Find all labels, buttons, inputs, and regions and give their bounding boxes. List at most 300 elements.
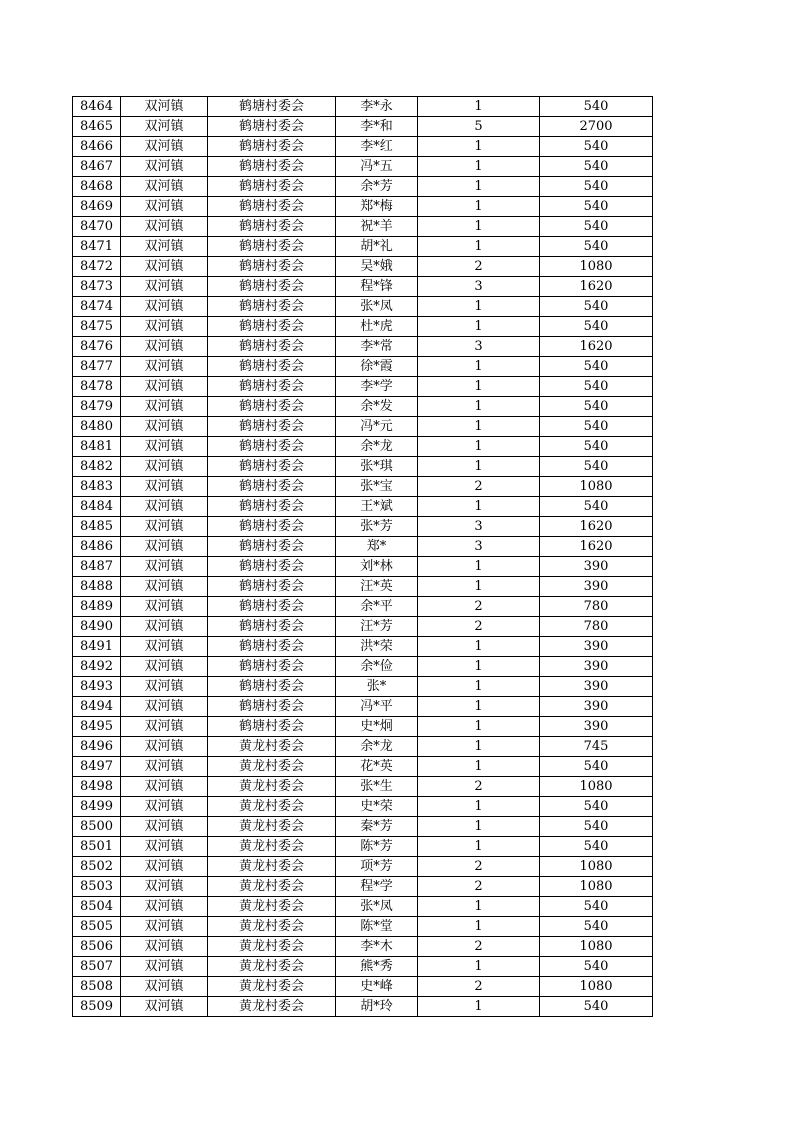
amount-cell: 1620: [540, 537, 653, 557]
town-cell: 双河镇: [121, 277, 208, 297]
name-cell: 余*龙: [336, 437, 418, 457]
village-committee-cell: 鹤塘村委会: [208, 497, 336, 517]
village-committee-cell: 鹤塘村委会: [208, 97, 336, 117]
name-cell: 余*平: [336, 597, 418, 617]
row-number-cell: 8479: [73, 397, 121, 417]
name-cell: 史*炯: [336, 717, 418, 737]
town-cell: 双河镇: [121, 857, 208, 877]
count-cell: 1: [418, 217, 540, 237]
row-number-cell: 8480: [73, 417, 121, 437]
table-row: [73, 317, 653, 337]
table-row: [73, 977, 653, 997]
count-cell: 1: [418, 637, 540, 657]
amount-cell: 2700: [540, 117, 653, 137]
village-committee-cell: 鹤塘村委会: [208, 217, 336, 237]
name-cell: 陈*堂: [336, 917, 418, 937]
name-cell: 陈*芳: [336, 837, 418, 857]
village-committee-cell: 鹤塘村委会: [208, 157, 336, 177]
village-committee-cell: 鹤塘村委会: [208, 297, 336, 317]
town-cell: 双河镇: [121, 917, 208, 937]
row-number-cell: 8504: [73, 897, 121, 917]
town-cell: 双河镇: [121, 117, 208, 137]
town-cell: 双河镇: [121, 397, 208, 417]
row-number-cell: 8499: [73, 797, 121, 817]
table-row: [73, 577, 653, 597]
row-number-cell: 8483: [73, 477, 121, 497]
amount-cell: 780: [540, 597, 653, 617]
count-cell: 2: [418, 597, 540, 617]
town-cell: 双河镇: [121, 217, 208, 237]
village-committee-cell: 鹤塘村委会: [208, 477, 336, 497]
town-cell: 双河镇: [121, 317, 208, 337]
village-committee-cell: 鹤塘村委会: [208, 697, 336, 717]
row-number-cell: 8474: [73, 297, 121, 317]
table-row: [73, 657, 653, 677]
town-cell: 双河镇: [121, 257, 208, 277]
row-number-cell: 8493: [73, 677, 121, 697]
count-cell: 3: [418, 277, 540, 297]
table-row: [73, 237, 653, 257]
village-committee-cell: 鹤塘村委会: [208, 317, 336, 337]
village-committee-cell: 鹤塘村委会: [208, 677, 336, 697]
town-cell: 双河镇: [121, 677, 208, 697]
name-cell: 吴*娥: [336, 257, 418, 277]
amount-cell: 1080: [540, 877, 653, 897]
count-cell: 1: [418, 457, 540, 477]
table-row: [73, 937, 653, 957]
count-cell: 1: [418, 437, 540, 457]
count-cell: 1: [418, 837, 540, 857]
town-cell: 双河镇: [121, 837, 208, 857]
row-number-cell: 8475: [73, 317, 121, 337]
name-cell: 刘*林: [336, 557, 418, 577]
name-cell: 秦*芳: [336, 817, 418, 837]
table-row: [73, 677, 653, 697]
town-cell: 双河镇: [121, 957, 208, 977]
count-cell: 1: [418, 417, 540, 437]
table-row: [73, 777, 653, 797]
table-row: [73, 637, 653, 657]
town-cell: 双河镇: [121, 657, 208, 677]
row-number-cell: 8495: [73, 717, 121, 737]
amount-cell: 390: [540, 577, 653, 597]
village-committee-cell: 黄龙村委会: [208, 977, 336, 997]
village-committee-cell: 鹤塘村委会: [208, 237, 336, 257]
name-cell: 胡*玲: [336, 997, 418, 1017]
table-row: [73, 277, 653, 297]
town-cell: 双河镇: [121, 637, 208, 657]
town-cell: 双河镇: [121, 197, 208, 217]
row-number-cell: 8507: [73, 957, 121, 977]
village-committee-cell: 黄龙村委会: [208, 897, 336, 917]
town-cell: 双河镇: [121, 977, 208, 997]
row-number-cell: 8486: [73, 537, 121, 557]
amount-cell: 540: [540, 137, 653, 157]
table-row: [73, 517, 653, 537]
table-row: [73, 457, 653, 477]
town-cell: 双河镇: [121, 97, 208, 117]
amount-cell: 540: [540, 317, 653, 337]
amount-cell: 540: [540, 797, 653, 817]
town-cell: 双河镇: [121, 497, 208, 517]
name-cell: 徐*霞: [336, 357, 418, 377]
amount-cell: 540: [540, 177, 653, 197]
village-committee-cell: 鹤塘村委会: [208, 337, 336, 357]
row-number-cell: 8478: [73, 377, 121, 397]
village-committee-cell: 鹤塘村委会: [208, 537, 336, 557]
town-cell: 双河镇: [121, 597, 208, 617]
row-number-cell: 8501: [73, 837, 121, 857]
amount-cell: 540: [540, 297, 653, 317]
town-cell: 双河镇: [121, 477, 208, 497]
table-row: [73, 257, 653, 277]
row-number-cell: 8476: [73, 337, 121, 357]
row-number-cell: 8477: [73, 357, 121, 377]
count-cell: 2: [418, 977, 540, 997]
table-row: [73, 717, 653, 737]
town-cell: 双河镇: [121, 357, 208, 377]
table-body: [73, 97, 653, 1017]
row-number-cell: 8509: [73, 997, 121, 1017]
amount-cell: 1620: [540, 517, 653, 537]
town-cell: 双河镇: [121, 717, 208, 737]
count-cell: 3: [418, 537, 540, 557]
row-number-cell: 8481: [73, 437, 121, 457]
count-cell: 1: [418, 957, 540, 977]
row-number-cell: 8502: [73, 857, 121, 877]
row-number-cell: 8488: [73, 577, 121, 597]
town-cell: 双河镇: [121, 757, 208, 777]
amount-cell: 1080: [540, 937, 653, 957]
village-committee-cell: 鹤塘村委会: [208, 557, 336, 577]
amount-cell: 540: [540, 437, 653, 457]
count-cell: 1: [418, 137, 540, 157]
town-cell: 双河镇: [121, 557, 208, 577]
count-cell: 1: [418, 317, 540, 337]
amount-cell: 540: [540, 237, 653, 257]
count-cell: 1: [418, 757, 540, 777]
amount-cell: 540: [540, 357, 653, 377]
town-cell: 双河镇: [121, 797, 208, 817]
name-cell: 张*宝: [336, 477, 418, 497]
village-committee-cell: 鹤塘村委会: [208, 137, 336, 157]
name-cell: 张*琪: [336, 457, 418, 477]
table-row: [73, 597, 653, 617]
amount-cell: 1080: [540, 857, 653, 877]
town-cell: 双河镇: [121, 417, 208, 437]
table-row: [73, 837, 653, 857]
village-committee-cell: 鹤塘村委会: [208, 377, 336, 397]
data-table: [72, 96, 653, 1017]
table-row: [73, 377, 653, 397]
count-cell: 1: [418, 357, 540, 377]
name-cell: 李*永: [336, 97, 418, 117]
village-committee-cell: 鹤塘村委会: [208, 177, 336, 197]
amount-cell: 540: [540, 817, 653, 837]
count-cell: 3: [418, 337, 540, 357]
name-cell: 项*芳: [336, 857, 418, 877]
row-number-cell: 8467: [73, 157, 121, 177]
row-number-cell: 8464: [73, 97, 121, 117]
amount-cell: 780: [540, 617, 653, 637]
amount-cell: 1620: [540, 277, 653, 297]
table-row: [73, 797, 653, 817]
table-row: [73, 197, 653, 217]
row-number-cell: 8489: [73, 597, 121, 617]
name-cell: 李*红: [336, 137, 418, 157]
village-committee-cell: 鹤塘村委会: [208, 417, 336, 437]
name-cell: 史*峰: [336, 977, 418, 997]
table-row: [73, 537, 653, 557]
row-number-cell: 8466: [73, 137, 121, 157]
village-committee-cell: 黄龙村委会: [208, 737, 336, 757]
town-cell: 双河镇: [121, 617, 208, 637]
count-cell: 2: [418, 857, 540, 877]
count-cell: 3: [418, 517, 540, 537]
amount-cell: 1080: [540, 777, 653, 797]
amount-cell: 540: [540, 457, 653, 477]
village-committee-cell: 鹤塘村委会: [208, 197, 336, 217]
row-number-cell: 8503: [73, 877, 121, 897]
name-cell: 李*木: [336, 937, 418, 957]
row-number-cell: 8496: [73, 737, 121, 757]
count-cell: 5: [418, 117, 540, 137]
table-row: [73, 737, 653, 757]
town-cell: 双河镇: [121, 177, 208, 197]
row-number-cell: 8465: [73, 117, 121, 137]
village-committee-cell: 鹤塘村委会: [208, 457, 336, 477]
table-row: [73, 697, 653, 717]
row-number-cell: 8508: [73, 977, 121, 997]
town-cell: 双河镇: [121, 537, 208, 557]
count-cell: 1: [418, 197, 540, 217]
amount-cell: 540: [540, 917, 653, 937]
name-cell: 冯*元: [336, 417, 418, 437]
amount-cell: 540: [540, 377, 653, 397]
village-committee-cell: 鹤塘村委会: [208, 597, 336, 617]
row-number-cell: 8468: [73, 177, 121, 197]
row-number-cell: 8484: [73, 497, 121, 517]
count-cell: 2: [418, 257, 540, 277]
count-cell: 1: [418, 577, 540, 597]
amount-cell: 540: [540, 957, 653, 977]
town-cell: 双河镇: [121, 157, 208, 177]
name-cell: 余*龙: [336, 737, 418, 757]
amount-cell: 1080: [540, 257, 653, 277]
town-cell: 双河镇: [121, 137, 208, 157]
village-committee-cell: 黄龙村委会: [208, 937, 336, 957]
table-row: [73, 877, 653, 897]
town-cell: 双河镇: [121, 877, 208, 897]
count-cell: 1: [418, 917, 540, 937]
table-row: [73, 157, 653, 177]
table-row: [73, 297, 653, 317]
table-row: [73, 357, 653, 377]
amount-cell: 540: [540, 997, 653, 1017]
name-cell: 余*芳: [336, 177, 418, 197]
town-cell: 双河镇: [121, 337, 208, 357]
table-row: [73, 177, 653, 197]
town-cell: 双河镇: [121, 777, 208, 797]
count-cell: 1: [418, 97, 540, 117]
count-cell: 2: [418, 477, 540, 497]
table-row: [73, 437, 653, 457]
row-number-cell: 8482: [73, 457, 121, 477]
count-cell: 2: [418, 937, 540, 957]
village-committee-cell: 黄龙村委会: [208, 777, 336, 797]
count-cell: 1: [418, 557, 540, 577]
town-cell: 双河镇: [121, 737, 208, 757]
count-cell: 1: [418, 497, 540, 517]
count-cell: 2: [418, 877, 540, 897]
amount-cell: 1080: [540, 977, 653, 997]
name-cell: 郑*梅: [336, 197, 418, 217]
count-cell: 1: [418, 377, 540, 397]
name-cell: 张*生: [336, 777, 418, 797]
village-committee-cell: 鹤塘村委会: [208, 257, 336, 277]
count-cell: 1: [418, 797, 540, 817]
village-committee-cell: 黄龙村委会: [208, 917, 336, 937]
count-cell: 1: [418, 697, 540, 717]
amount-cell: 390: [540, 677, 653, 697]
village-committee-cell: 黄龙村委会: [208, 997, 336, 1017]
village-committee-cell: 黄龙村委会: [208, 877, 336, 897]
name-cell: 王*斌: [336, 497, 418, 517]
table-row: [73, 217, 653, 237]
row-number-cell: 8500: [73, 817, 121, 837]
village-committee-cell: 鹤塘村委会: [208, 577, 336, 597]
name-cell: 洪*荣: [336, 637, 418, 657]
table-row: [73, 917, 653, 937]
village-committee-cell: 鹤塘村委会: [208, 437, 336, 457]
village-committee-cell: 鹤塘村委会: [208, 517, 336, 537]
count-cell: 1: [418, 657, 540, 677]
row-number-cell: 8490: [73, 617, 121, 637]
name-cell: 郑*: [336, 537, 418, 557]
table-row: [73, 417, 653, 437]
amount-cell: 390: [540, 697, 653, 717]
table-row: [73, 497, 653, 517]
amount-cell: 540: [540, 217, 653, 237]
village-committee-cell: 黄龙村委会: [208, 757, 336, 777]
name-cell: 杜*虎: [336, 317, 418, 337]
name-cell: 李*学: [336, 377, 418, 397]
table-row: [73, 397, 653, 417]
count-cell: 1: [418, 817, 540, 837]
table-row: [73, 997, 653, 1017]
town-cell: 双河镇: [121, 457, 208, 477]
town-cell: 双河镇: [121, 817, 208, 837]
village-committee-cell: 鹤塘村委会: [208, 277, 336, 297]
town-cell: 双河镇: [121, 297, 208, 317]
table-row: [73, 557, 653, 577]
town-cell: 双河镇: [121, 997, 208, 1017]
row-number-cell: 8505: [73, 917, 121, 937]
row-number-cell: 8506: [73, 937, 121, 957]
amount-cell: 1080: [540, 477, 653, 497]
name-cell: 李*常: [336, 337, 418, 357]
village-committee-cell: 鹤塘村委会: [208, 117, 336, 137]
amount-cell: 540: [540, 397, 653, 417]
name-cell: 张*凤: [336, 297, 418, 317]
name-cell: 程*锋: [336, 277, 418, 297]
amount-cell: 540: [540, 417, 653, 437]
amount-cell: 540: [540, 157, 653, 177]
row-number-cell: 8492: [73, 657, 121, 677]
amount-cell: 390: [540, 657, 653, 677]
row-number-cell: 8487: [73, 557, 121, 577]
village-committee-cell: 鹤塘村委会: [208, 657, 336, 677]
count-cell: 1: [418, 737, 540, 757]
name-cell: 花*英: [336, 757, 418, 777]
table-row: [73, 757, 653, 777]
name-cell: 汪*芳: [336, 617, 418, 637]
village-committee-cell: 鹤塘村委会: [208, 717, 336, 737]
village-committee-cell: 鹤塘村委会: [208, 637, 336, 657]
village-committee-cell: 黄龙村委会: [208, 797, 336, 817]
amount-cell: 540: [540, 757, 653, 777]
row-number-cell: 8485: [73, 517, 121, 537]
town-cell: 双河镇: [121, 237, 208, 257]
name-cell: 冯*五: [336, 157, 418, 177]
village-committee-cell: 鹤塘村委会: [208, 357, 336, 377]
name-cell: 张*芳: [336, 517, 418, 537]
amount-cell: 745: [540, 737, 653, 757]
town-cell: 双河镇: [121, 517, 208, 537]
count-cell: 2: [418, 617, 540, 637]
amount-cell: 390: [540, 557, 653, 577]
table-row: [73, 137, 653, 157]
row-number-cell: 8473: [73, 277, 121, 297]
town-cell: 双河镇: [121, 377, 208, 397]
count-cell: 2: [418, 777, 540, 797]
name-cell: 冯*平: [336, 697, 418, 717]
table-row: [73, 97, 653, 117]
table-row: [73, 857, 653, 877]
name-cell: 李*和: [336, 117, 418, 137]
table-row: [73, 337, 653, 357]
row-number-cell: 8498: [73, 777, 121, 797]
village-committee-cell: 黄龙村委会: [208, 817, 336, 837]
count-cell: 1: [418, 297, 540, 317]
table-row: [73, 817, 653, 837]
row-number-cell: 8491: [73, 637, 121, 657]
table-row: [73, 477, 653, 497]
amount-cell: 1620: [540, 337, 653, 357]
table-row: [73, 897, 653, 917]
table-row: [73, 957, 653, 977]
name-cell: 张*凤: [336, 897, 418, 917]
village-committee-cell: 黄龙村委会: [208, 957, 336, 977]
name-cell: 余*俭: [336, 657, 418, 677]
village-committee-cell: 鹤塘村委会: [208, 397, 336, 417]
row-number-cell: 8472: [73, 257, 121, 277]
name-cell: 熊*秀: [336, 957, 418, 977]
count-cell: 1: [418, 157, 540, 177]
amount-cell: 540: [540, 497, 653, 517]
town-cell: 双河镇: [121, 937, 208, 957]
count-cell: 1: [418, 717, 540, 737]
table-row: [73, 617, 653, 637]
town-cell: 双河镇: [121, 577, 208, 597]
amount-cell: 390: [540, 637, 653, 657]
table-row: [73, 117, 653, 137]
name-cell: 胡*礼: [336, 237, 418, 257]
name-cell: 余*发: [336, 397, 418, 417]
row-number-cell: 8494: [73, 697, 121, 717]
village-committee-cell: 黄龙村委会: [208, 857, 336, 877]
count-cell: 1: [418, 677, 540, 697]
